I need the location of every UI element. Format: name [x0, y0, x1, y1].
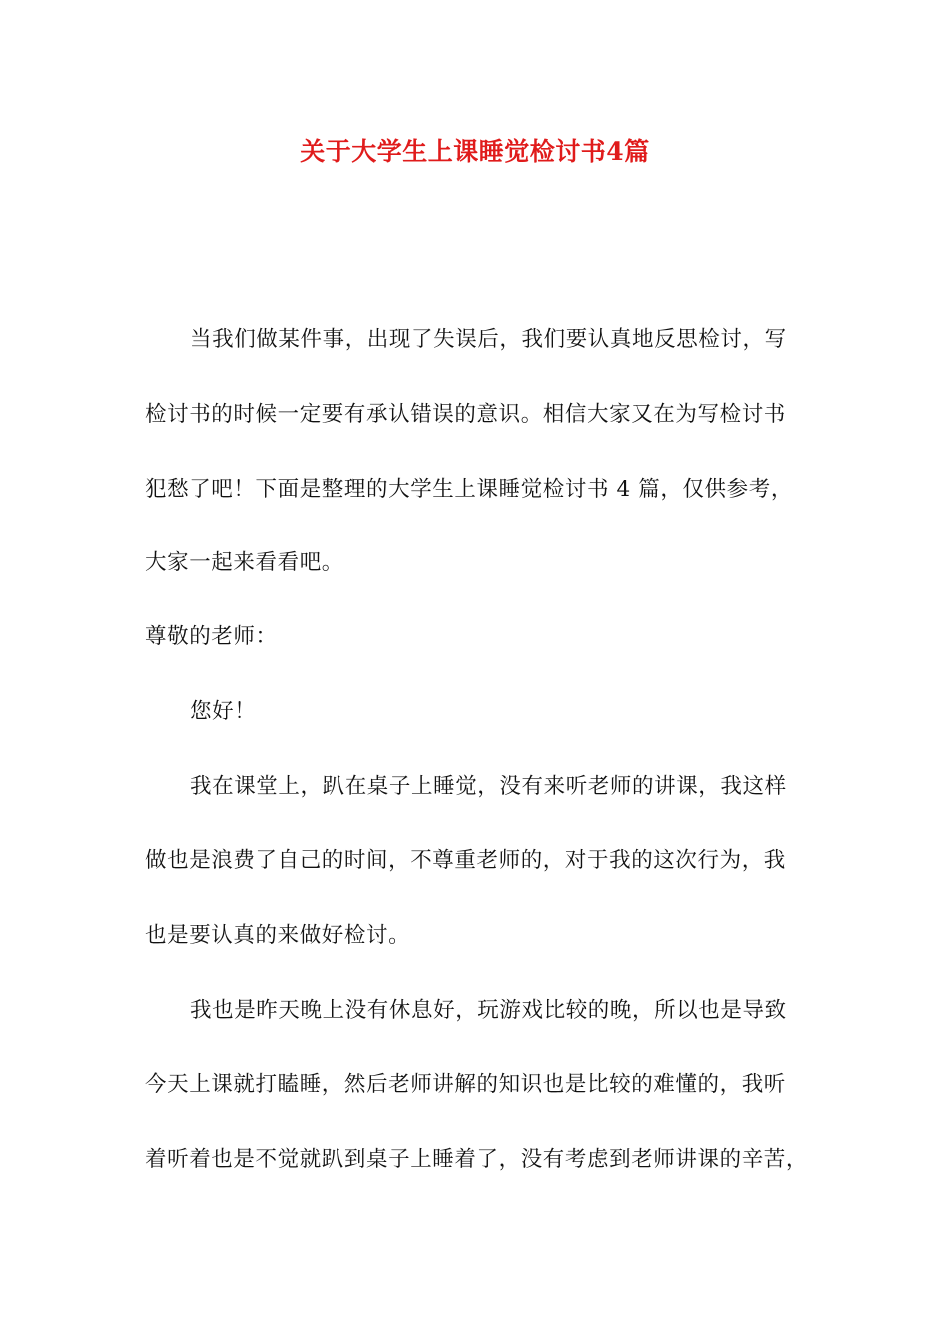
- paragraph-line: 犯愁了吧！下面是整理的大学生上课睡觉检讨书 4 篇，仅供参考，: [145, 477, 793, 502]
- paragraph-line: 着听着也是不觉就趴到桌子上睡着了，没有考虑到老师讲课的辛苦，: [145, 1147, 809, 1172]
- paragraph-line: 今天上课就打瞌睡，然后老师讲解的知识也是比较的难懂的，我听: [145, 1072, 786, 1097]
- paragraph-line: 我也是昨天晚上没有休息好，玩游戏比较的晚，所以也是导致: [190, 998, 787, 1023]
- paragraph-line: 我在课堂上，趴在桌子上睡觉，没有来听老师的讲课，我这样: [190, 774, 787, 799]
- paragraph-line: 也是要认真的来做好检讨。: [145, 923, 411, 948]
- paragraph-line: 做也是浪费了自己的时间，不尊重老师的，对于我的这次行为，我: [145, 848, 786, 873]
- paragraph-line: 当我们做某件事，出现了失误后，我们要认真地反思检讨，写: [190, 327, 787, 352]
- greeting: 您好！: [190, 699, 257, 724]
- document-title: 关于大学生上课睡觉检讨书4篇: [300, 137, 650, 166]
- paragraph-line: 大家一起来看看吧。: [145, 550, 344, 575]
- salutation: 尊敬的老师：: [145, 624, 278, 649]
- paragraph-line: 检讨书的时候一定要有承认错误的意识。相信大家又在为写检讨书: [145, 402, 786, 427]
